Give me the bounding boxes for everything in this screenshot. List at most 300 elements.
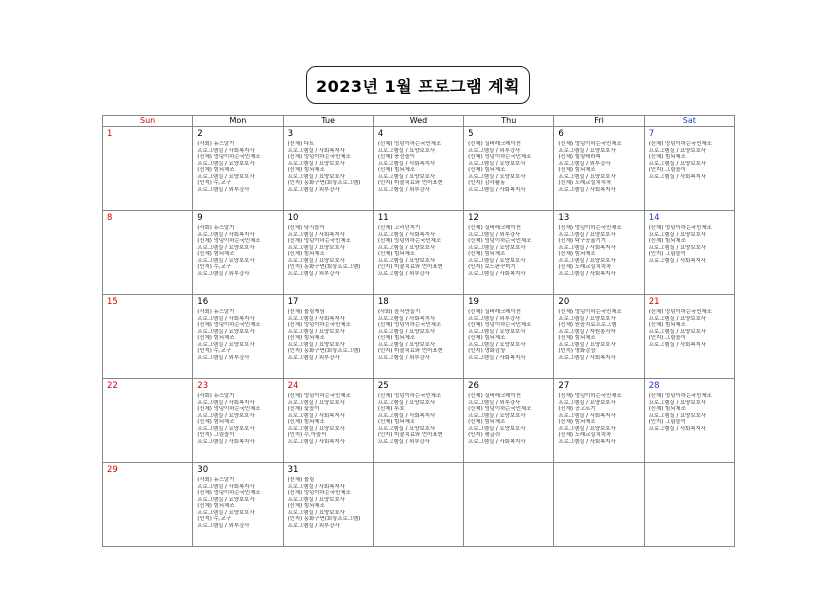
program-name: (신체) 낚시놀이 (287, 225, 325, 231)
program-name: (인지) 동화구연(회상프로그램) (287, 516, 361, 522)
program-location-staff: 프로그램실 / 사회복지사 (197, 483, 255, 490)
program-name: (신체) 엉덩이하는국민체조 (558, 225, 622, 231)
program-location-staff: 프로그램실 / 사회복지사 (468, 438, 526, 445)
program-location-staff: 프로그램실 / 사회복지사 (648, 257, 707, 264)
program-location-staff: 프로그램실 / 요양보호사 (468, 425, 526, 432)
program-list (197, 393, 278, 445)
program-list (468, 141, 549, 193)
day-number: 3 (287, 129, 293, 139)
program-location-staff: 프로그램실 / 외부강사 (558, 160, 611, 167)
program-name: (사회) 뉴스알기 (197, 309, 235, 315)
calendar-day-cell (103, 463, 193, 547)
program-name: (신체) 힘뇌체조 (287, 167, 325, 173)
program-name: (인지) 그림놀이 (648, 167, 686, 173)
day-number: 21 (648, 297, 660, 307)
program-name: (신체) 엉덩이하는국민체조 (468, 154, 532, 160)
program-name: (신체) 엉덩이하는국민체조 (377, 393, 442, 399)
program-name: (신체) 엉덩이하는국민체조 (558, 309, 622, 315)
program-name: (신체) 볼링게임 (287, 309, 325, 315)
day-number: 17 (287, 297, 299, 307)
program-location-staff: 프로그램실 / 외부강사 (377, 354, 430, 361)
program-location-staff: 프로그램실 / 사회복지사 (197, 315, 255, 322)
program-location-staff: 프로그램실 / 요양보호사 (197, 412, 255, 419)
calendar-day-cell (283, 127, 373, 211)
program-location-staff: 프로그램실 / 요양보호사 (468, 244, 526, 251)
program-location-staff: 프로그램실 / 요양보호사 (648, 244, 707, 251)
calendar-day-cell (464, 463, 554, 547)
program-location-staff: 프로그램실 / 외부강사 (468, 147, 521, 154)
day-number: 18 (377, 297, 389, 307)
program-location-staff: 프로그램실 / 요양보호사 (468, 173, 526, 180)
program-location-staff: 프로그램실 / 요양보호사 (558, 341, 616, 348)
calendar-week-row (103, 379, 735, 463)
program-location-staff: 프로그램실 / 자원봉사자 (558, 328, 616, 335)
day-number: 9 (197, 213, 203, 223)
weekday-header-row (103, 116, 735, 127)
weekday-header-fri: Fri (554, 116, 644, 127)
program-list (378, 393, 459, 445)
program-name: (신체) 힘뇌체조 (648, 238, 686, 244)
program-location-staff: 프로그램실 / 사회복지사 (377, 231, 436, 238)
program-name: (신체) 힘뇌체조 (558, 251, 596, 257)
program-name: (신체) 힘뇌체조 (197, 419, 235, 425)
calendar-day-cell (464, 127, 554, 211)
program-name: (신체) 엉덩이하는국민체조 (287, 154, 351, 160)
weekday-header-sun: Sun (103, 116, 193, 127)
program-name: (신체) 엉덩이하는국민체조 (287, 393, 351, 399)
day-number: 30 (197, 465, 209, 475)
program-name: (신체) 노래교실치치차 (558, 432, 612, 438)
program-name: (인지) 동화구연(회상프로그램) (287, 348, 361, 354)
calendar-week-row (103, 463, 735, 547)
program-name: (신체) 엉덩이하는국민체조 (468, 322, 532, 328)
program-location-staff: 프로그램실 / 요양보호사 (197, 425, 255, 432)
program-name: (신체) 엉덩이하는국민체조 (197, 322, 261, 328)
program-location-staff: 프로그램실 / 사회복지사 (558, 186, 616, 193)
calendar-day-cell (283, 463, 373, 547)
program-location-staff: 프로그램실 / 사회복지사 (287, 483, 345, 490)
weekday-header-mon: Mon (193, 116, 283, 127)
program-list (468, 393, 549, 445)
program-location-staff: 프로그램실 / 사회복지사 (558, 438, 616, 445)
program-location-staff: 프로그램실 / 요양보호사 (377, 328, 436, 335)
day-number: 19 (468, 297, 479, 307)
program-location-staff: 프로그램실 / 요양보호사 (558, 399, 616, 406)
program-location-staff: 프로그램실 / 요양보호사 (287, 160, 345, 167)
program-name: (신체) 실버레크레이션 (468, 309, 521, 315)
program-name: (신체) 엉덩이하는국민체조 (287, 490, 351, 496)
program-list (558, 393, 639, 445)
program-name: (신체) 실버레크레이션 (468, 141, 521, 147)
program-location-staff: 프로그램실 / 요양보호사 (648, 412, 707, 419)
day-number: 29 (107, 465, 118, 475)
program-location-staff: 프로그램실 / 요양보호사 (197, 328, 255, 335)
program-location-staff: 프로그램실 / 외부강사 (377, 270, 430, 277)
program-list (558, 225, 639, 277)
calendar-day-cell (373, 211, 463, 295)
program-list (649, 309, 730, 348)
program-name: (신체) 엉덩이하는국민체조 (377, 322, 442, 328)
calendar-day-cell (554, 211, 644, 295)
program-location-staff: 프로그램실 / 사회복지사 (197, 231, 255, 238)
program-name: (인지) 그림놀이 (648, 335, 686, 341)
program-location-staff: 프로그램실 / 외부강사 (287, 522, 340, 529)
program-location-staff: 프로그램실 / 요양보호사 (197, 509, 255, 516)
program-name: (신체) 볼링 (287, 477, 315, 483)
program-location-staff: 프로그램실 / 요양보호사 (197, 160, 255, 167)
program-name: (신체) 엉덩이하는국민체조 (197, 154, 261, 160)
calendar-day-cell (644, 127, 734, 211)
program-location-staff: 프로그램실 / 요양보호사 (648, 160, 707, 167)
program-location-staff: 프로그램실 / 요양보호사 (558, 173, 616, 180)
program-list (468, 225, 549, 277)
weekday-header-sat: Sat (644, 116, 734, 127)
calendar-day-cell (373, 295, 463, 379)
program-list (288, 309, 369, 361)
program-name: (신체) 힘뇌체조 (377, 335, 416, 341)
day-number: 13 (558, 213, 570, 223)
program-name: (인지) 미술치료와 언어표현 (377, 348, 443, 354)
program-location-staff: 프로그램실 / 요양보호사 (287, 425, 345, 432)
program-name: (신체) 힘뇌체조 (468, 251, 506, 257)
program-list (288, 141, 369, 193)
program-list (288, 225, 369, 277)
program-name: (신체) 탁구공옮기기 (558, 238, 606, 244)
program-location-staff: 프로그램실 / 요양보호사 (287, 399, 345, 406)
program-location-staff: 프로그램실 / 사회복지사 (648, 425, 707, 432)
day-number: 2 (197, 129, 203, 139)
calendar-day-cell (644, 295, 734, 379)
program-name: (신체) 힘뇌체조 (287, 251, 325, 257)
program-location-staff: 프로그램실 / 사회복지사 (287, 231, 345, 238)
program-location-staff: 프로그램실 / 사회복지사 (468, 186, 526, 193)
calendar-day-cell (193, 379, 283, 463)
program-location-staff: 프로그램실 / 요양보호사 (197, 257, 255, 264)
day-number: 24 (287, 381, 299, 391)
program-location-staff: 프로그램실 / 요양보호사 (558, 425, 616, 432)
program-location-staff: 프로그램실 / 사회복지사 (558, 412, 616, 419)
program-location-staff: 프로그램실 / 사회복지사 (197, 399, 255, 406)
program-location-staff: 프로그램실 / 사회복지사 (648, 341, 707, 348)
program-location-staff: 프로그램실 / 사회복지사 (287, 147, 345, 154)
weekday-header-tue: Tue (283, 116, 373, 127)
program-name: (신체) 힘뇌체조 (558, 335, 596, 341)
calendar-day-cell (103, 127, 193, 211)
day-number: 6 (558, 129, 564, 139)
program-name: (신체) 힘뇌체조 (468, 335, 506, 341)
program-name: (사회) 뉴스알기 (197, 477, 235, 483)
program-name: (인지) 미술치료와 언어표현 (377, 432, 443, 438)
program-list (378, 225, 459, 277)
calendar-day-cell (554, 295, 644, 379)
program-location-staff: 프로그램실 / 외부강사 (197, 522, 250, 529)
program-location-staff: 프로그램실 / 사회복지사 (197, 147, 255, 154)
program-name: (신체) 윷놀이 (287, 406, 320, 412)
program-name: (신체) 엉덩이하는국민체조 (377, 141, 442, 147)
program-location-staff: 프로그램실 / 외부강사 (377, 186, 430, 193)
day-number: 31 (287, 465, 299, 475)
program-location-staff: 프로그램실 / 요양보호사 (287, 328, 345, 335)
day-number: 22 (107, 381, 118, 391)
program-location-staff: 프로그램실 / 외부강사 (468, 315, 521, 322)
program-location-staff: 프로그램실 / 사회복지사 (648, 173, 707, 180)
program-location-staff: 프로그램실 / 요양보호사 (377, 399, 436, 406)
program-location-staff: 프로그램실 / 요양보호사 (197, 341, 255, 348)
program-location-staff: 프로그램실 / 요양보호사 (648, 399, 707, 406)
program-name: (인지) 수,교구 (197, 264, 231, 270)
program-name: (신체) 엉덩이하는국민체조 (648, 309, 712, 315)
weekday-header-wed: Wed (373, 116, 463, 127)
program-location-staff: 프로그램실 / 외부강사 (287, 186, 340, 193)
calendar-day-cell (373, 463, 463, 547)
program-list (197, 309, 278, 361)
program-name: (신체) 엉덩이하는국민체조 (377, 238, 442, 244)
program-name: (인지) 팽글쉬 (468, 432, 501, 438)
program-location-staff: 프로그램실 / 사회복지사 (558, 354, 616, 361)
day-number: 10 (287, 213, 299, 223)
program-location-staff: 프로그램실 / 요양보호사 (377, 257, 436, 264)
day-number: 14 (648, 213, 660, 223)
day-number: 11 (377, 213, 389, 223)
program-location-staff: 프로그램실 / 요양보호사 (558, 257, 616, 264)
program-name: (신체) 엉덩이하는국민체조 (558, 393, 622, 399)
program-name: (신체) 실버레크레이션 (468, 393, 521, 399)
program-name: (인지) 보드판꾸미기 (468, 264, 516, 270)
calendar-day-cell (464, 211, 554, 295)
day-number: 8 (107, 213, 113, 223)
calendar-day-cell (373, 379, 463, 463)
day-number: 1 (107, 129, 113, 139)
calendar-day-cell (554, 379, 644, 463)
program-location-staff: 프로그램실 / 사회복지사 (287, 412, 345, 419)
day-number: 4 (377, 129, 384, 139)
program-name: (인지) 미술치료와 언어표현 (377, 180, 443, 186)
program-list (288, 393, 369, 445)
program-location-staff: 프로그램실 / 요양보호사 (287, 509, 345, 516)
day-number: 25 (377, 381, 389, 391)
program-list (558, 309, 639, 361)
program-location-staff: 프로그램실 / 요양보호사 (287, 257, 345, 264)
program-name: (신체) 투호 (377, 406, 405, 412)
program-location-staff: 프로그램실 / 요양보호사 (558, 147, 616, 154)
calendar-day-cell (193, 463, 283, 547)
program-name: (인지) 미술치료와 언어표현 (377, 264, 443, 270)
day-number: 7 (648, 129, 655, 139)
program-name: (신체) 실버레크레이션 (468, 225, 521, 231)
calendar-day-cell (644, 379, 734, 463)
program-name: (신체) 풍선놀이 (377, 154, 416, 160)
program-name: (인지) 영화감상 (468, 348, 506, 354)
program-name: (신체) 엉덩이하는국민체조 (197, 238, 261, 244)
calendar-day-cell (103, 295, 193, 379)
program-list (378, 141, 459, 193)
program-location-staff: 프로그램실 / 사회복지사 (558, 244, 616, 251)
program-list (197, 225, 278, 277)
weekday-header-thu: Thu (464, 116, 554, 127)
program-location-staff: 프로그램실 / 사회복지사 (558, 270, 616, 277)
program-location-staff: 프로그램실 / 요양보호사 (287, 341, 345, 348)
day-number: 27 (558, 381, 570, 391)
program-name: (인지) 수,교구 (197, 348, 231, 354)
program-location-staff: 프로그램실 / 사회복지사 (377, 160, 436, 167)
day-number (468, 465, 549, 477)
program-name: (신체) 힘뇌체조 (197, 503, 235, 509)
program-list (197, 477, 278, 529)
program-location-staff: 프로그램실 / 외부강사 (287, 354, 340, 361)
calendar-day-cell (283, 211, 373, 295)
program-name: (신체) 힘뇌체조 (468, 167, 506, 173)
calendar-day-cell (193, 211, 283, 295)
program-name: (인지) 수,아놀이 (287, 432, 327, 438)
program-list (649, 141, 730, 180)
day-number: 20 (558, 297, 570, 307)
program-name: (신체) 힘뇌체조 (648, 154, 686, 160)
program-location-staff: 프로그램실 / 요양보호사 (197, 173, 255, 180)
day-number: 5 (468, 129, 474, 139)
calendar-day-cell (554, 127, 644, 211)
program-list (288, 477, 369, 529)
program-location-staff: 프로그램실 / 요양보호사 (648, 328, 707, 335)
program-name: (인지) 동화구연(회상프로그램) (287, 180, 361, 186)
program-name: (신체) 공고르기 (558, 406, 596, 412)
calendar-day-cell (644, 211, 734, 295)
program-location-staff: 프로그램실 / 요양보호사 (197, 244, 255, 251)
day-number: 12 (468, 213, 479, 223)
program-name: (인지) 수,교구 (197, 180, 231, 186)
program-name: (신체) 엉덩이하는국민체조 (558, 141, 622, 147)
program-name: (신체) 힘뇌체조 (648, 322, 686, 328)
program-name: (인지) 영화감상 (558, 348, 596, 354)
calendar-day-cell (644, 463, 734, 547)
program-name: (인지) 그림놀이 (648, 251, 686, 257)
day-number: 23 (197, 381, 209, 391)
program-location-staff: 프로그램실 / 요양보호사 (287, 244, 345, 251)
program-name: (신체) 힘뇌체조 (377, 167, 416, 173)
program-location-staff: 프로그램실 / 요양보호사 (377, 244, 436, 251)
program-name: (신체) 힘뇌체조 (197, 167, 235, 173)
calendar-day-cell (193, 127, 283, 211)
calendar-day-cell (464, 295, 554, 379)
program-location-staff: 프로그램실 / 요양보호사 (468, 328, 526, 335)
program-location-staff: 프로그램실 / 요양보호사 (197, 496, 255, 503)
program-location-staff: 프로그램실 / 요양보호사 (468, 257, 526, 264)
day-number: 26 (468, 381, 479, 391)
program-name: (신체) 엉덩이하는국민체조 (468, 238, 532, 244)
program-location-staff: 프로그램실 / 외부강사 (468, 399, 521, 406)
program-name: (신체) 힘뇌체조 (558, 419, 596, 425)
day-number (378, 465, 459, 477)
program-name: (신체) 다트 (287, 141, 315, 147)
program-name: (신체) 힘뇌체조 (377, 419, 416, 425)
program-list (649, 225, 730, 264)
program-location-staff: 프로그램실 / 요양보호사 (648, 147, 707, 154)
program-name: (신체) 힘뇌체조 (287, 503, 325, 509)
program-location-staff: 프로그램실 / 요양보호사 (468, 160, 526, 167)
calendar-week-row (103, 295, 735, 379)
program-list (468, 309, 549, 361)
program-list (378, 309, 459, 361)
program-name: (사회) 뉴스알기 (197, 141, 235, 147)
calendar-week-row (103, 127, 735, 211)
program-name: (인지) 그림놀이 (648, 419, 686, 425)
calendar-day-cell (193, 295, 283, 379)
program-name: (사회) 뉴스알기 (197, 393, 235, 399)
program-location-staff: 프로그램실 / 외부강사 (468, 231, 521, 238)
program-location-staff: 프로그램실 / 사회복지사 (287, 315, 345, 322)
program-name: (인지) 동화구연(회상프로그램) (287, 264, 361, 270)
program-location-staff: 프로그램실 / 요양보호사 (468, 341, 526, 348)
program-location-staff: 프로그램실 / 사회복지사 (377, 412, 436, 419)
program-name: (신체) 힐링테라피 (558, 154, 601, 160)
program-list (197, 141, 278, 193)
program-location-staff: 프로그램실 / 요양보호사 (377, 425, 436, 432)
program-location-staff: 프로그램실 / 요양보호사 (287, 496, 345, 503)
calendar-day-cell (464, 379, 554, 463)
calendar-day-cell (283, 295, 373, 379)
program-name: (사회) 뉴스알기 (197, 225, 235, 231)
calendar-day-cell (554, 463, 644, 547)
program-name: (신체) 엉덩이하는국민체조 (648, 393, 712, 399)
program-location-staff: 프로그램실 / 요양보호사 (558, 315, 616, 322)
program-location-staff: 프로그램실 / 사회복지사 (468, 354, 526, 361)
program-name: (신체) 노래교실치치차 (558, 264, 612, 270)
program-name: (신체) 엉덩이하는국민체조 (197, 406, 261, 412)
day-number: 16 (197, 297, 209, 307)
day-number: 15 (107, 297, 118, 307)
program-location-staff: 프로그램실 / 사회복지사 (377, 315, 436, 322)
program-location-staff: 프로그램실 / 외부강사 (377, 438, 430, 445)
program-location-staff: 프로그램실 / 요양보호사 (377, 341, 436, 348)
program-location-staff: 프로그램실 / 사회복지사 (197, 438, 255, 445)
page-title: 2023년 1월 프로그램 계획 (306, 66, 530, 104)
program-name: (신체) 엉덩이하는국민체조 (287, 238, 351, 244)
program-name: (신체) 힘뇌체조 (468, 419, 506, 425)
program-name: (인지) 감각활동 (468, 180, 506, 186)
program-location-staff: 프로그램실 / 요양보호사 (558, 231, 616, 238)
program-location-staff: 프로그램실 / 요양보호사 (377, 173, 436, 180)
program-location-staff: 프로그램실 / 사회복지사 (468, 270, 526, 277)
program-name: (신체) 힘뇌체조 (197, 251, 235, 257)
program-name: (신체) 엉덩이하는국민체조 (468, 406, 532, 412)
program-location-staff: 프로그램실 / 외부강사 (197, 354, 250, 361)
program-name: (신체) 힘뇌체조 (197, 335, 235, 341)
calendar-day-cell (103, 211, 193, 295)
calendar-day-cell (283, 379, 373, 463)
calendar-table (102, 115, 735, 547)
program-location-staff: 프로그램실 / 외부강사 (287, 270, 340, 277)
program-location-staff: 프로그램실 / 요양보호사 (648, 315, 707, 322)
program-name: (신체) 힘뇌체조 (287, 335, 325, 341)
program-location-staff: 프로그램실 / 외부강사 (197, 186, 250, 193)
day-number (558, 465, 639, 477)
program-name: (신체) 힘뇌체조 (377, 251, 416, 257)
program-name: (신체) 엉덩이하는국민체조 (197, 490, 261, 496)
calendar-day-cell (373, 127, 463, 211)
program-name: (신체) 고리던지기 (377, 225, 421, 231)
day-number (649, 465, 730, 477)
program-name: (신체) 엉덩이하는국민체조 (648, 225, 712, 231)
program-name: (신체) 엉덩이하는국민체조 (287, 322, 351, 328)
program-location-staff: 프로그램실 / 요양보호사 (287, 173, 345, 180)
program-name: (신체) 노래교실치치차 (558, 180, 612, 186)
program-name: (인지) 그림놀이 (197, 432, 235, 438)
program-name: (신체) 힘뇌체조 (648, 406, 686, 412)
day-number: 28 (648, 381, 660, 391)
program-name: (신체) 힘뇌체조 (287, 419, 325, 425)
program-location-staff: 프로그램실 / 요양보호사 (648, 231, 707, 238)
program-location-staff: 프로그램실 / 요양보호사 (468, 412, 526, 419)
program-name: (신체) 엉덩이하는국민체조 (648, 141, 712, 147)
